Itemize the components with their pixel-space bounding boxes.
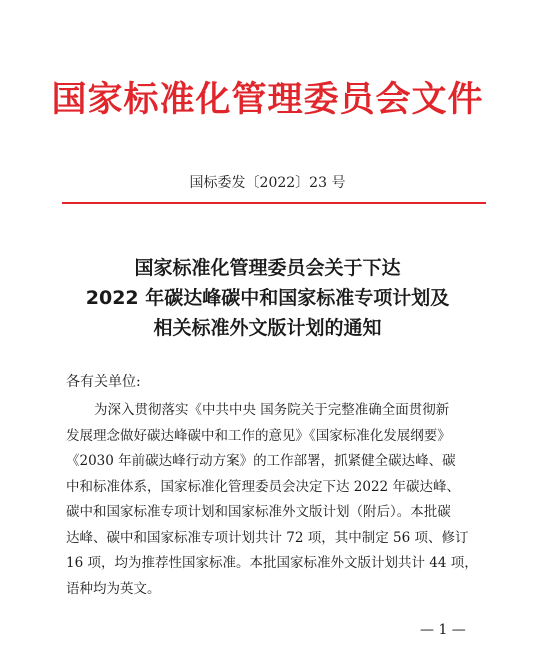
issuing-authority-header: 国家标准化管理委员会文件 — [51, 80, 484, 120]
body-line-4: 中和标准体系，国家标准化管理委员会决定下达 2022 年碳达峰、 — [66, 478, 460, 495]
notice-title — [0, 253, 535, 343]
document-number: 国标委发〔2022〕23 号 — [189, 175, 346, 191]
salutation: 各有关单位: — [66, 374, 141, 390]
title-line-2: 2022 年碳达峰碳中和国家标准专项计划及 — [85, 287, 450, 309]
body-line-3: 《2030 年前碳达峰行动方案》的工作部署，抓紧健全碳达峰、碳 — [66, 453, 456, 469]
body-line-1: 为深入贯彻落实《中共中央 国务院关于完整准确全面贯彻新 — [94, 402, 450, 418]
body-line-5: 碳中和国家标准专项计划和国家标准外文版计划（附后）。本批碳 — [66, 504, 451, 520]
body-line-6: 达峰、碳中和国家标准专项计划共计 72 项，其中制定 56 项、修订 — [66, 529, 469, 546]
page-number: — 1 — — [420, 622, 466, 638]
body-paragraph — [66, 398, 496, 602]
body-line-8: 语种均为英文。 — [66, 580, 161, 597]
red-divider-line — [62, 202, 486, 204]
title-line-1: 国家标准化管理委员会关于下达 — [134, 257, 401, 279]
body-line-7: 16 项，均为推荐性国家标准。本批国家标准外文版计划共计 44 项， — [66, 555, 478, 571]
body-line-2: 发展理念做好碳达峰碳中和工作的意见》《国家标准化发展纲要》 — [66, 427, 451, 444]
title-line-3: 相关标准外文版计划的通知 — [153, 317, 382, 339]
